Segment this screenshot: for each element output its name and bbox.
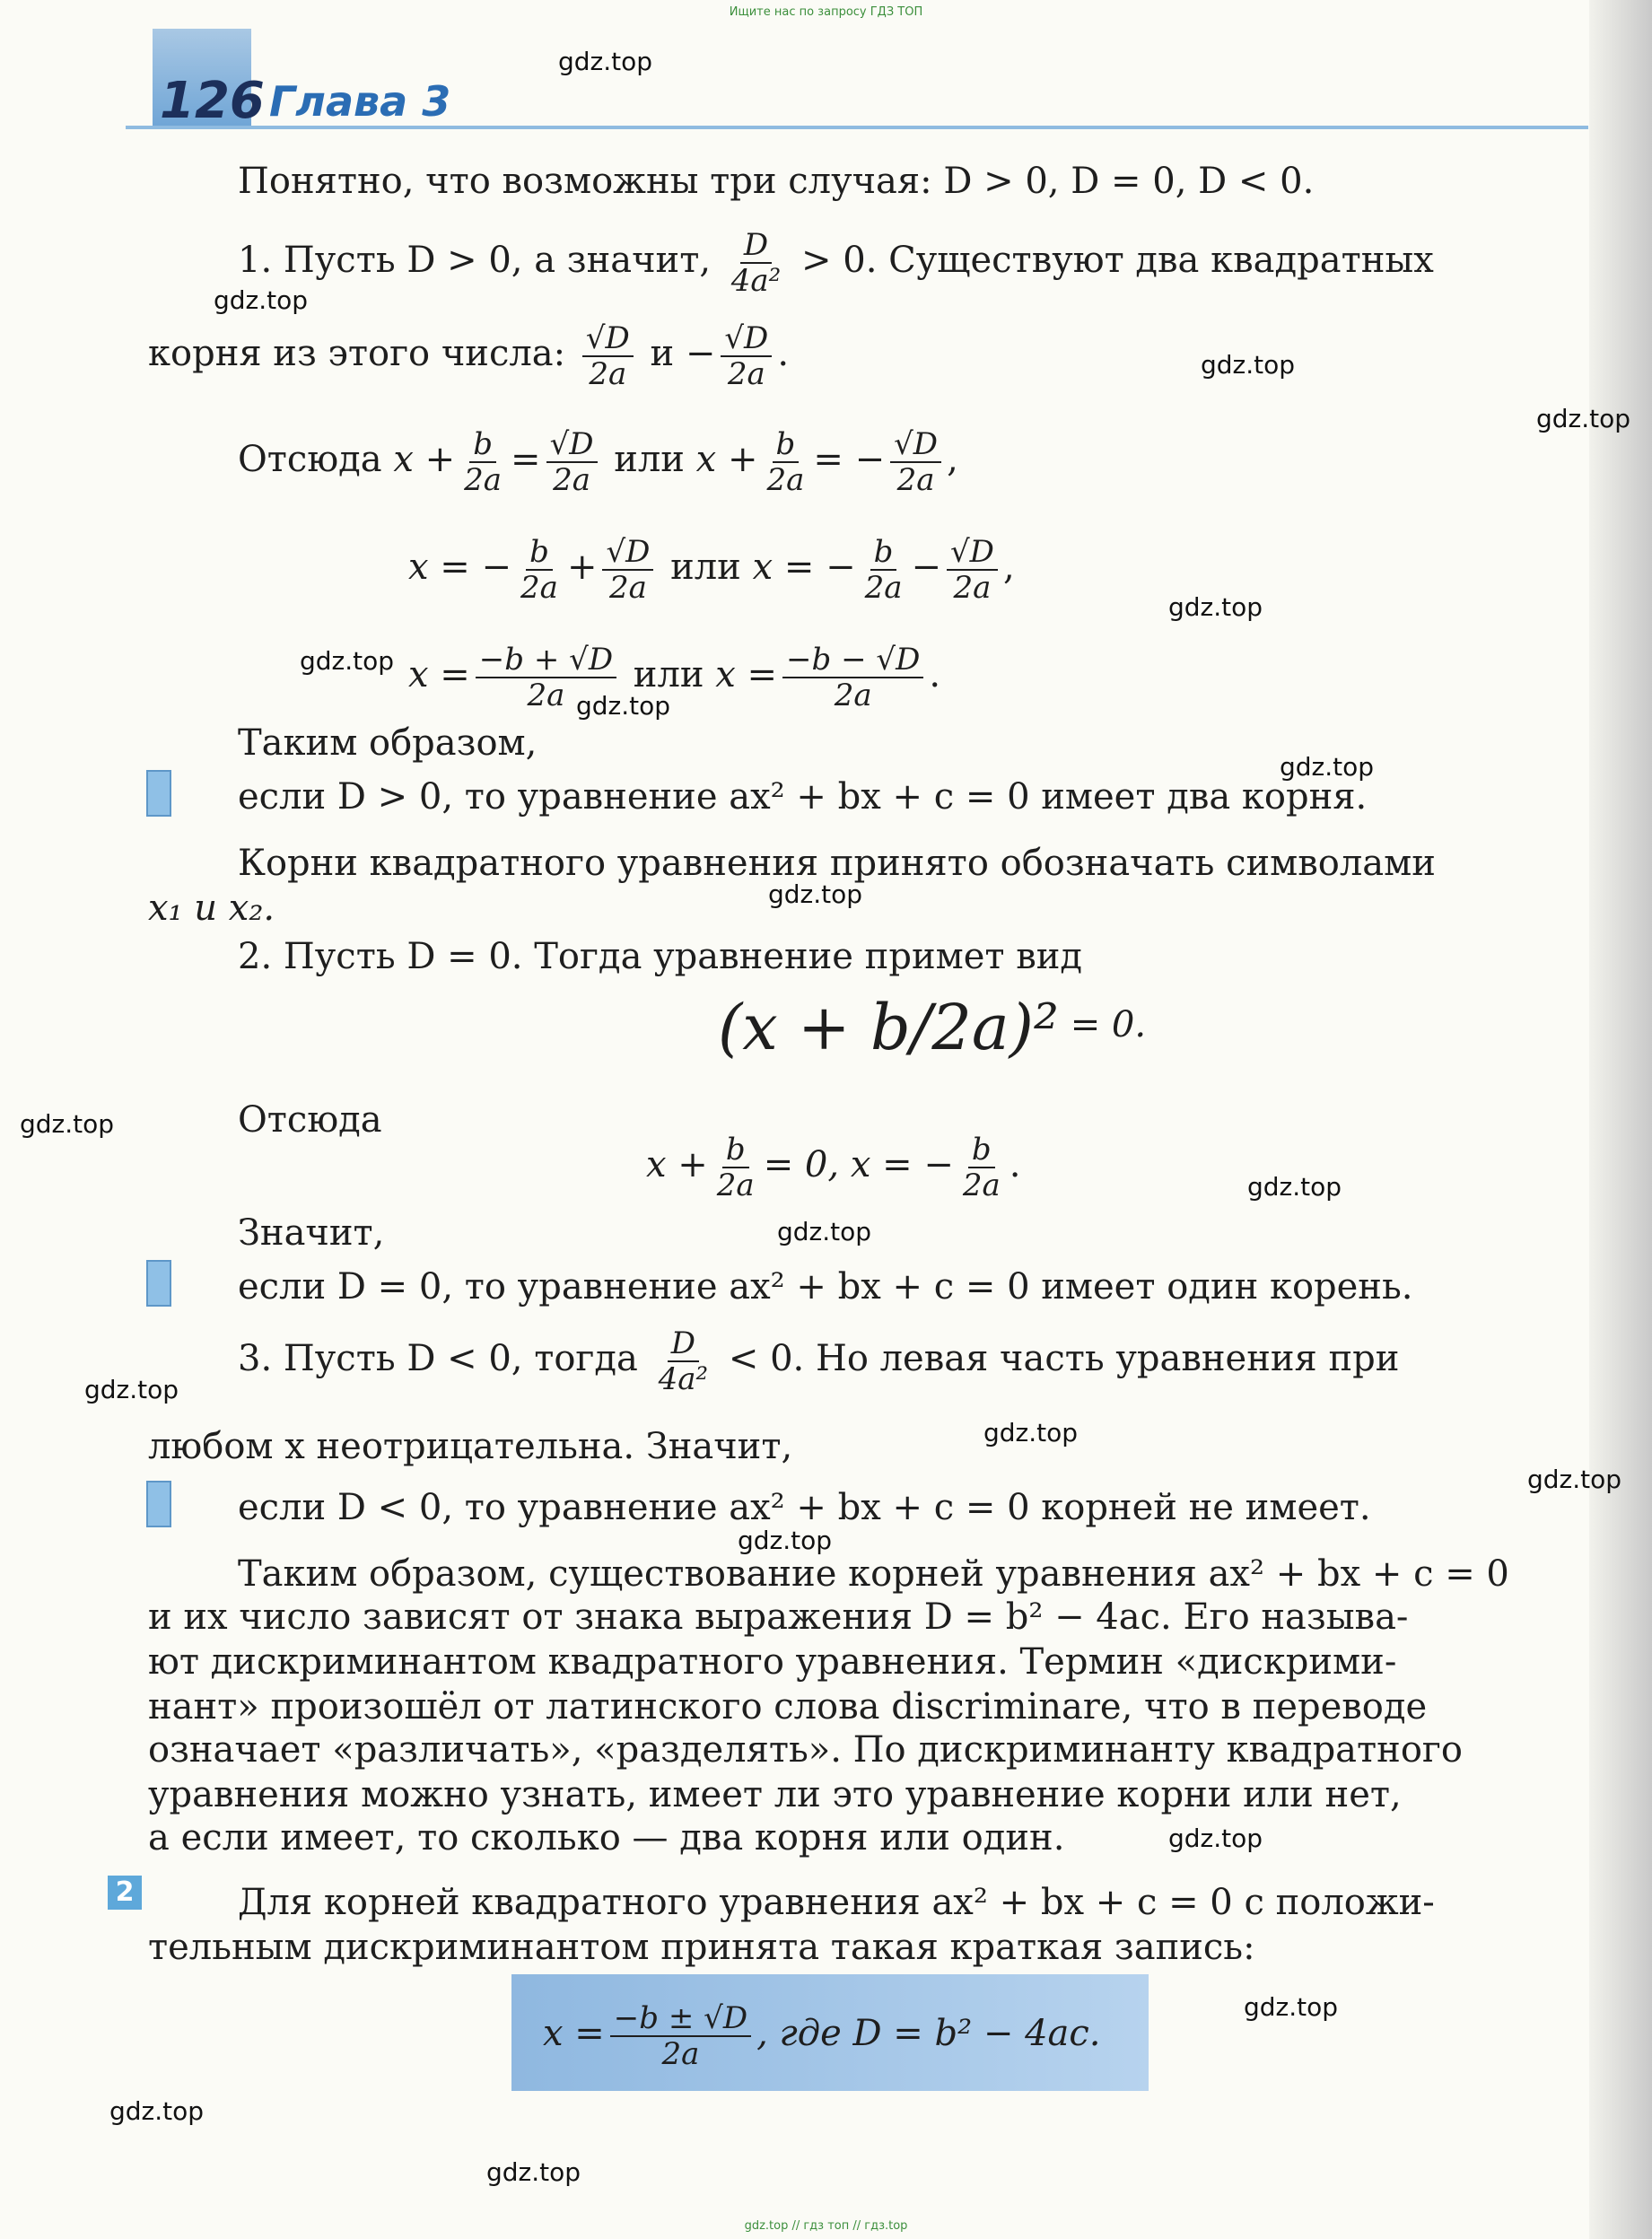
watermark: gdz.top xyxy=(768,879,863,909)
math-x-eq: x = xyxy=(408,654,470,695)
fraction-sqrtd-2a-5b: $\frac{√D}{2a}$ xyxy=(602,537,653,603)
watermark: gdz.top xyxy=(1168,1824,1263,1853)
rule-marker-3 xyxy=(146,1481,171,1527)
text-line-8: если D > 0, то уравнение ax² + bx + c = 0 имеет два корня. xyxy=(238,776,1368,818)
fraction-negb-minus-sqrtd: $\frac{-b - √D}{2a}$ xyxy=(782,644,923,711)
text-line-22: нант» произошёл от латинского слова discriminare, что в переводе xyxy=(148,1686,1428,1727)
text-line-18: если D < 0, то уравнение ax² + bx + c = 0 корней не имеет. xyxy=(238,1487,1371,1528)
fraction-b-2a-13a: $\frac{b}{2a}$ xyxy=(716,1132,755,1203)
fraction-b-over-2a-2: $\frac{b}{2a}$ xyxy=(766,426,805,498)
watermark: gdz.top xyxy=(738,1526,833,1555)
top-note: Ищите нас по запросу ГДЗ ТОП xyxy=(729,5,923,19)
rule-marker-2 xyxy=(146,1260,171,1307)
watermark: gdz.top xyxy=(84,1375,179,1404)
math-x-plus-2: x + xyxy=(695,439,758,480)
text-line-16a: 3. Пусть D < 0, тогда xyxy=(238,1338,638,1379)
text-line-26: Для корней квадратного уравнения ax² + bx + c = 0 с положи- xyxy=(238,1882,1435,1923)
fraction-sqrtd-over-2a-c: $\frac{√D}{2a}$ xyxy=(890,429,941,495)
eq0comma-13: = 0, xyxy=(763,1144,840,1185)
fraction-neg-sqrtd-over-2a: $\frac{√D}{2a}$ xyxy=(721,323,772,389)
text-line-11: 2. Пусть D = 0. Тогда уравнение примет вид xyxy=(238,936,1083,977)
math-x-eq-2: x = xyxy=(715,654,778,695)
comma-5: , xyxy=(1002,547,1015,588)
watermark: gdz.top xyxy=(983,1418,1079,1447)
text-or: или xyxy=(614,439,685,480)
fraction-b-2a-13b: $\frac{b}{2a}$ xyxy=(962,1132,1001,1203)
text-or-6: или xyxy=(633,654,704,695)
fraction-sqrtd-over-2a: $\frac{√D}{2a}$ xyxy=(582,323,634,389)
text-and: и xyxy=(650,333,675,374)
fraction-b-2a-5c: $\frac{b}{2a}$ xyxy=(864,534,903,606)
math-x-eq-neg-13: x = − xyxy=(850,1144,954,1185)
key-formula xyxy=(543,2000,1101,2072)
math-x-eq-neg: x = − xyxy=(408,547,512,588)
text-line-4 xyxy=(238,426,958,498)
text-line-16b: < 0. Но левая часть уравнения при xyxy=(728,1338,1400,1379)
text-line-13: Отсюда xyxy=(238,1099,382,1141)
page-edge xyxy=(1589,0,1652,2239)
watermark: gdz.top xyxy=(777,1217,872,1246)
text-line-25: а если имеет, то сколько — два корня или один. xyxy=(148,1817,1065,1859)
math-x-plus-13: x + xyxy=(646,1144,708,1185)
watermark: gdz.top xyxy=(1247,1172,1342,1202)
text-line-23: означает «различать», «разделять». По дискриминанту квадратного xyxy=(148,1729,1463,1771)
page-number: 126 xyxy=(160,72,265,130)
text-otsyuda: Отсюда xyxy=(238,439,382,480)
comma: , xyxy=(947,439,958,480)
text-line-13-formula xyxy=(646,1134,1020,1201)
header-rule xyxy=(126,126,1588,129)
text-line-3 xyxy=(148,320,790,392)
fraction-sqrtd-2a-5d: $\frac{√D}{2a}$ xyxy=(947,537,998,603)
equals: = xyxy=(511,439,541,480)
text-line-24: уравнения можно узнать, имеет ли это уравнение корни или нет, xyxy=(148,1774,1402,1815)
watermark: gdz.top xyxy=(109,2096,205,2126)
text-line-10: x₁ и x₂. xyxy=(148,888,275,929)
text-line-15: если D = 0, то уравнение ax² + bx + c = 0 имеет один корень. xyxy=(238,1266,1413,1308)
text-line-17: любом x неотрицательна. Значит, xyxy=(148,1426,793,1467)
text-line-2b: > 0. Существуют два квадратных xyxy=(801,240,1434,281)
watermark: gdz.top xyxy=(1244,1992,1339,2022)
text-line-7: Таким образом, xyxy=(238,722,538,764)
math-x-eq-neg-2: x = − xyxy=(752,547,856,588)
minus-sign: − xyxy=(685,333,716,374)
text-or-5: или xyxy=(670,547,741,588)
fraction-sqrtd-over-2a-b: $\frac{√D}{2a}$ xyxy=(546,429,598,495)
text-line-1: Понятно, что возможны три случая: D > 0, D = 0, D < 0. xyxy=(238,161,1315,202)
watermark: gdz.top xyxy=(486,2157,581,2187)
watermark: gdz.top xyxy=(214,285,309,315)
math-squared-binomial: (x + b/2a)² xyxy=(718,991,1059,1064)
plus: + xyxy=(566,547,598,588)
text-line-20: и их число зависят от знака выражения D = b² − 4ac. Его называ- xyxy=(148,1596,1409,1638)
text-line-2a: 1. Пусть D > 0, а значит, xyxy=(238,240,712,281)
period-6: . xyxy=(929,654,941,695)
fraction-d-over-4a2: $\frac{D}{\text{4a²}}$ xyxy=(730,227,782,299)
watermark: gdz.top xyxy=(20,1109,115,1139)
bottom-note: gdz.top // гдз топ // гдз.top xyxy=(744,2219,908,2233)
text-line-5 xyxy=(408,534,1015,606)
watermark: gdz.top xyxy=(558,47,653,76)
formula-where: , где D = b² − 4ac. xyxy=(756,2013,1101,2054)
watermark: gdz.top xyxy=(1536,404,1631,433)
minus-5: − xyxy=(911,547,942,588)
math-x-plus: x + xyxy=(393,439,456,480)
watermark: gdz.top xyxy=(1168,592,1263,622)
period: . xyxy=(777,333,790,374)
text-line-3a: корня из этого числа: xyxy=(148,333,566,374)
fraction-negb-pm-sqrtd: $\frac{-b \pm √D}{2a}$ xyxy=(610,2003,751,2069)
equals-minus: = − xyxy=(813,439,886,480)
text-line-12 xyxy=(718,991,1147,1064)
text-line-27: тельным дискриминантом принята такая краткая запись: xyxy=(148,1927,1255,1968)
fraction-d-over-4a2-16: $\frac{D}{\text{4a²}}$ xyxy=(658,1325,709,1397)
watermark: gdz.top xyxy=(576,691,671,721)
text-line-9: Корни квадратного уравнения принято обозначать символами xyxy=(238,843,1436,884)
fraction-b-over-2a: $\frac{b}{2a}$ xyxy=(464,426,503,498)
watermark: gdz.top xyxy=(1527,1465,1622,1494)
watermark: gdz.top xyxy=(1201,350,1296,380)
math-x-eq-box: x = xyxy=(543,2013,605,2054)
watermark: gdz.top xyxy=(1280,752,1375,782)
text-line-6 xyxy=(408,644,940,711)
rule-marker-1 xyxy=(146,770,171,817)
chapter-title: Глава 3 xyxy=(269,77,451,126)
period-13: . xyxy=(1009,1144,1021,1185)
text-line-21: ют дискриминантом квадратного уравнения. Термин «дискрими- xyxy=(148,1641,1397,1683)
text-line-16 xyxy=(238,1325,1400,1397)
fraction-negb-plus-sqrtd: $\frac{-b + √D}{2a}$ xyxy=(476,644,616,711)
text-line-2 xyxy=(238,227,1434,299)
text-line-19: Таким образом, существование корней уравнения ax² + bx + c = 0 xyxy=(238,1553,1509,1595)
text-line-14: Значит, xyxy=(238,1212,385,1254)
section-number-marker: 2 xyxy=(108,1876,142,1910)
text-eq-zero: = 0. xyxy=(1070,1004,1147,1045)
watermark: gdz.top xyxy=(300,646,395,676)
fraction-b-2a-5a: $\frac{b}{2a}$ xyxy=(520,534,558,606)
